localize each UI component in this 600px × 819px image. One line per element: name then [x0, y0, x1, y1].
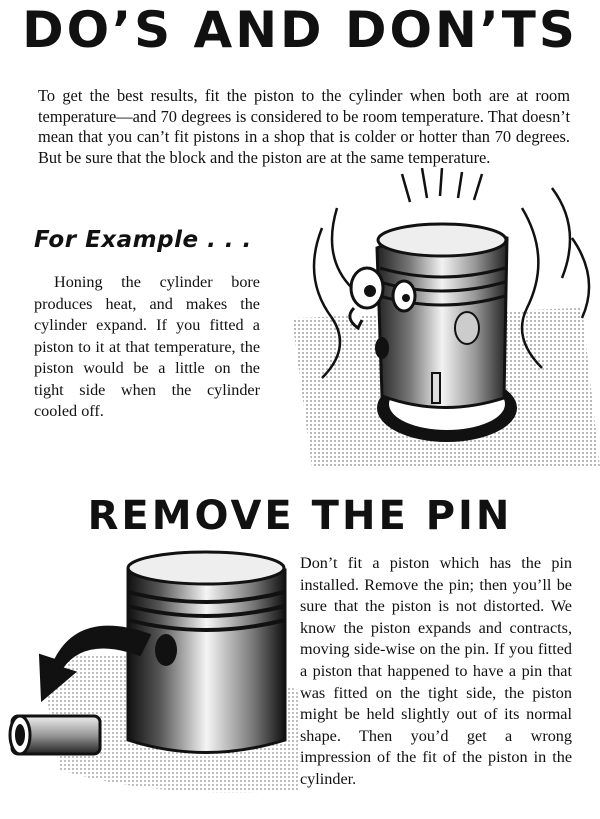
page-title: DO’S AND DON’TS	[22, 1, 578, 59]
hot-cylinder-piston-illustration	[282, 168, 600, 468]
example-paragraph: Honing the cylinder bore produces heat, and makes the cylinder expand. If you fitted a piston to it at that temperature, the piston would be a little on the tight side when the cylinder cooled off.	[34, 273, 260, 420]
remove-pin-paragraph: Don’t fit a piston which has the pin installed. Remove the pin; then you’ll be sure that the piston is not distorted. We know the piston expands and contracts, moving side-wise on the pin. If you fitted a piston that happened to have a pin that was fitted on the tight side, the piston might be held slightly out of its normal shape. Then you’d get a wrong impression of the fit of the piston in the cylinder.	[300, 554, 572, 788]
remove-pin-heading: REMOVE THE PIN	[87, 493, 513, 539]
wrist-pin-icon	[10, 716, 100, 754]
piston-pin-removed-illustration	[0, 540, 298, 810]
piston-icon	[128, 552, 285, 753]
intro-paragraph: To get the best results, fit the piston to the cylinder when both are at room temperature—and 70 degrees is considered to be room temperature. That doesn’t mean that you can’t fit pistons in a shop that is colder or hotter than 70 degrees. But be sure that the block and the piston are at the same temperature.	[38, 86, 570, 167]
example-heading: For Example . . .	[34, 227, 252, 253]
